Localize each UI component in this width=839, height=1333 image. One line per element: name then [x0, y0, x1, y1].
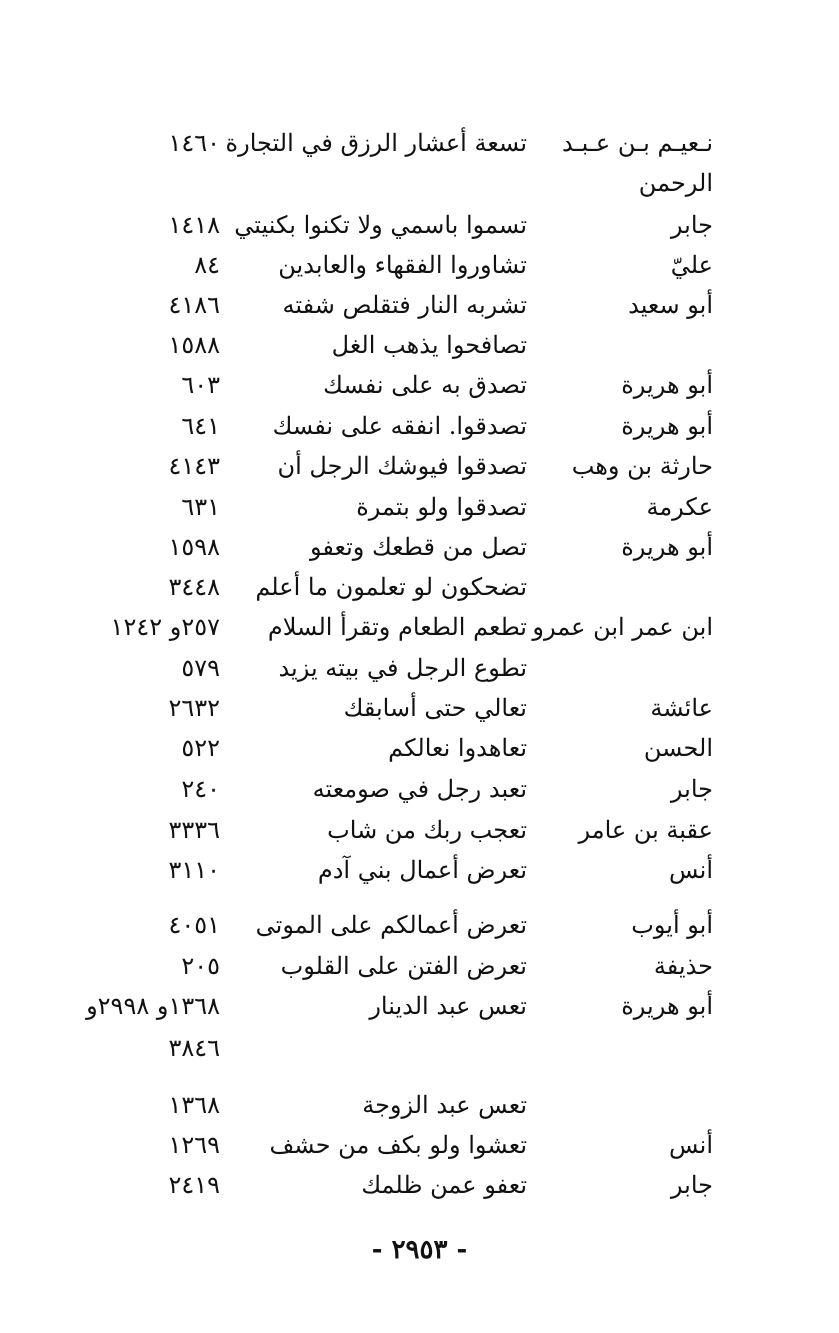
reference-number: ٤١٤٣: [168, 452, 220, 480]
narrator-name: عليّ: [670, 251, 713, 279]
index-row: [0, 205, 839, 245]
reference-number: ٢٠٥: [181, 952, 220, 980]
index-row: [0, 487, 839, 527]
narrator-name: ابن عمر ابن عمرو: [532, 613, 713, 641]
reference-number: ٥٧٩: [181, 654, 220, 682]
index-row: [0, 325, 839, 365]
narrator-name: أبو هريرة: [621, 992, 713, 1020]
narrator-name: الحسن: [643, 734, 713, 762]
hadith-text: تصل من قطعك وتعفو: [309, 533, 527, 561]
hadith-text: تضحكون لو تعلمون ما أعلم: [255, 573, 527, 601]
reference-number: ١٥٩٨: [168, 533, 220, 561]
index-row: [0, 365, 839, 405]
index-row: [0, 1028, 839, 1068]
narrator-name: جابر: [670, 775, 713, 803]
narrator-name: أبو هريرة: [621, 412, 713, 440]
narrator-name: أبو هريرة: [621, 533, 713, 561]
reference-number: ٣٨٤٦: [168, 1034, 220, 1062]
reference-number: ٢٤١٩: [168, 1171, 220, 1199]
reference-number: ١٢٦٩: [168, 1131, 220, 1159]
hadith-text: تطعم الطعام وتقرأ السلام: [267, 613, 527, 641]
index-row: [0, 1085, 839, 1125]
hadith-text: تصدقوا ولو بتمرة: [356, 493, 527, 521]
index-row: [0, 607, 839, 647]
reference-number: ٣٤٤٨: [168, 573, 220, 601]
index-row: [0, 527, 839, 567]
index-row: [0, 946, 839, 986]
reference-number: ٣١١٠: [168, 856, 220, 884]
reference-number: ٦٣١: [181, 493, 220, 521]
reference-number: ٣٣٣٦: [168, 816, 220, 844]
index-row: [0, 567, 839, 607]
hadith-text: تسموا باسمي ولا تكنوا بكنيتي: [234, 211, 527, 239]
page-number: - ٢٩٥٣ -: [371, 1235, 468, 1265]
reference-number: ٢٦٣٢: [168, 694, 220, 722]
index-row: [0, 123, 839, 163]
hadith-text: تصدق به على نفسك: [323, 371, 527, 399]
hadith-text: تعرض أعمالكم على الموتى: [255, 911, 527, 939]
narrator-name: أبو سعيد: [628, 291, 713, 319]
hadith-text: تشربه النار فتقلص شفته: [282, 291, 527, 319]
hadith-text: تعاهدوا نعالكم: [388, 734, 527, 762]
hadith-text: تعفو عمن ظلمك: [361, 1171, 527, 1199]
index-row: [0, 688, 839, 728]
index-row: [0, 728, 839, 768]
hadith-text: تصدقوا. انفقه على نفسك: [272, 412, 527, 440]
reference-number: ١٤٦٠: [168, 129, 220, 157]
reference-number: ١٤١٨: [168, 211, 220, 239]
narrator-name: عقبة بن عامر: [578, 816, 713, 844]
narrator-name: نـعيـم بـن عـبـد: [562, 129, 713, 157]
index-row: [0, 905, 839, 945]
reference-number: ١٣٦٨: [168, 1091, 220, 1119]
hadith-text: تشاوروا الفقهاء والعابدين: [278, 251, 527, 279]
index-row: [0, 850, 839, 890]
narrator-name: عكرمة: [646, 493, 713, 521]
hadith-text: تعشوا ولو بكف من حشف: [269, 1131, 527, 1159]
reference-number: ٢٤٠: [181, 775, 220, 803]
narrator-name: حارثة بن وهب: [571, 452, 713, 480]
hadith-text: تعس عبد الزوجة: [362, 1091, 527, 1119]
narrator-name: أنس: [669, 856, 713, 884]
narrator-name: عائشة: [650, 694, 713, 722]
narrator-name: الرحمن: [638, 169, 713, 197]
narrator-name: أنس: [669, 1131, 713, 1159]
index-row: [0, 1125, 839, 1165]
narrator-name: أبو هريرة: [621, 371, 713, 399]
reference-number: ٤٠٥١: [168, 911, 220, 939]
index-row: [0, 648, 839, 688]
hadith-text: تعس عبد الدينار: [369, 992, 527, 1020]
hadith-text: تعجب ربك من شاب: [327, 816, 527, 844]
reference-number: ٥٢٢: [181, 734, 220, 762]
index-row: [0, 446, 839, 486]
hadith-text: تعرض أعمال بني آدم: [317, 856, 527, 884]
reference-number: ١٣٦٨و ٢٩٩٨و: [86, 992, 220, 1020]
index-row: [0, 285, 839, 325]
hadith-text: تعالي حتى أسابقك: [343, 694, 527, 722]
index-row: [0, 986, 839, 1026]
index-row: [0, 769, 839, 809]
reference-number: ٤١٨٦: [168, 291, 220, 319]
reference-number: ٦٠٣: [181, 371, 220, 399]
hadith-text: تعبد رجل في صومعته: [312, 775, 527, 803]
narrator-name: جابر: [670, 211, 713, 239]
hadith-text: تطوع الرجل في بيته يزيد: [278, 654, 527, 682]
index-row: [0, 406, 839, 446]
hadith-text: تصدقوا فيوشك الرجل أن: [277, 452, 527, 480]
index-row: [0, 245, 839, 285]
narrator-name: حذيفة: [653, 952, 713, 980]
index-row: [0, 1165, 839, 1205]
reference-number: ٢٥٧و ١٢٤٢: [110, 613, 220, 641]
reference-number: ١٥٨٨: [168, 331, 220, 359]
hadith-text: تعرض الفتن على القلوب: [280, 952, 527, 980]
reference-number: ٨٤: [194, 251, 220, 279]
narrator-name: جابر: [670, 1171, 713, 1199]
index-row: [0, 810, 839, 850]
hadith-text: تسعة أعشار الرزق في التجارة: [225, 129, 527, 157]
hadith-text: تصافحوا يذهب الغل: [331, 331, 527, 359]
index-row: [0, 163, 839, 203]
narrator-name: أبو أيوب: [631, 911, 713, 939]
reference-number: ٦٤١: [181, 412, 220, 440]
